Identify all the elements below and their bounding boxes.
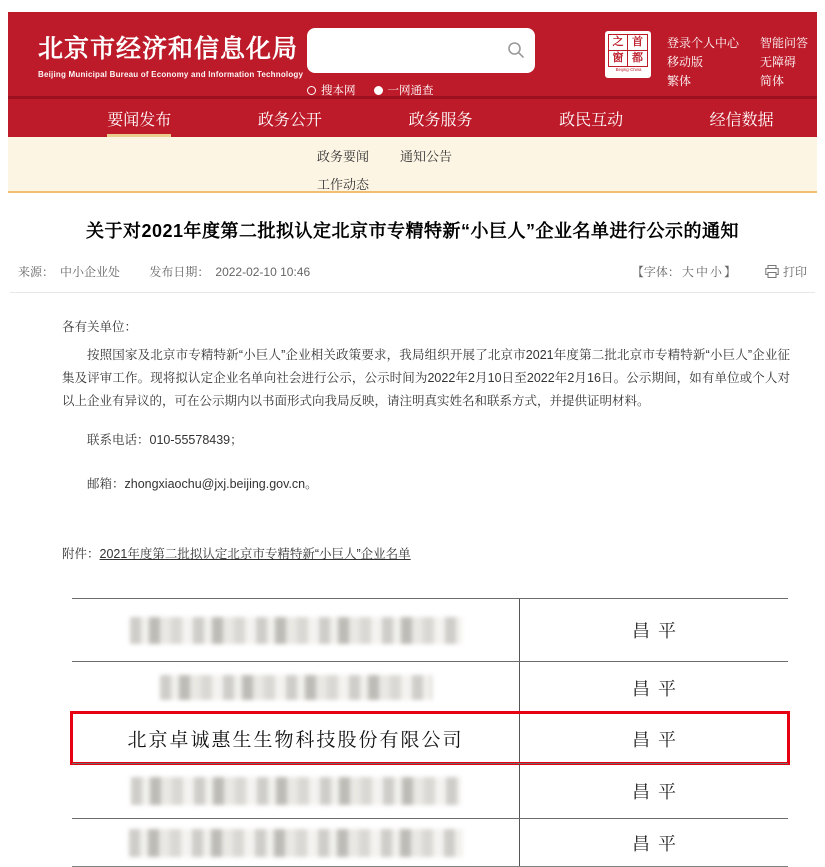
site-subtitle: Beijing Municipal Bureau of Economy and Information Technology — [38, 70, 304, 79]
meta-divider — [10, 292, 815, 293]
publish-date-label: 发布日期： — [149, 265, 210, 279]
article-meta-left — [18, 263, 316, 280]
font-size-large[interactable]: 大 — [681, 265, 694, 279]
main-paragraph: 按照国家及北京市专精特新“小巨人”企业相关政策要求，我局组织开展了北京市2021年度第二批北京市专精特新“小巨人”企业征集及评审工作。现将拟认定企业名单向社会进行公示，公示时间为2022年2月10日至2022年2月16日。公示期间，如有单位或个人对以上企业有异议的，可在公示期内以书面形式向我局反映，请注明真实姓名和联系方式，并提供证明材料。 — [62, 348, 790, 408]
main-nav — [8, 96, 817, 137]
censored-company-name — [131, 777, 461, 805]
contact-email: 邮箱：zhongxiaochu@jxj.beijing.gov.cn。 — [87, 477, 318, 491]
subnav-item-notices[interactable]: 通知公告 — [400, 149, 453, 164]
site-header — [8, 12, 817, 96]
company-cell — [72, 662, 520, 713]
logo-char: 窗 — [609, 51, 628, 66]
logo-caption: Beijing·China — [615, 68, 642, 73]
subnav-item-gov-news[interactable]: 政务要闻 — [317, 149, 370, 164]
company-cell — [72, 599, 520, 661]
table-row — [72, 763, 788, 818]
source-value: 中小企业处 — [60, 265, 121, 279]
capital-window-logo[interactable] — [605, 31, 651, 78]
search-scope-options — [307, 82, 535, 98]
attachment-link[interactable]: 2021年度第二批拟认定北京市专精特新“小巨人”企业名单 — [99, 547, 411, 561]
nav-item-label: 政民互动 — [559, 111, 624, 129]
print-label: 打印 — [782, 265, 807, 279]
sub-nav — [8, 137, 817, 193]
article-meta-row — [18, 263, 807, 280]
logo-char: 之 — [609, 35, 628, 51]
link-mobile-version[interactable]: 移动版 — [667, 55, 704, 69]
nav-item-gov-disclosure[interactable] — [215, 99, 366, 137]
censored-company-name — [160, 675, 432, 700]
capital-window-logo-grid — [608, 34, 648, 67]
censored-company-name — [130, 617, 462, 644]
salutation: 各有关单位： — [62, 320, 138, 334]
article-body — [0, 317, 825, 562]
attachment-line — [62, 544, 790, 562]
table-row — [72, 598, 788, 661]
nav-item-label: 政务服务 — [408, 111, 473, 129]
logo-char: 首 — [628, 35, 647, 51]
district-cell: 昌平 — [631, 833, 685, 854]
company-name: 北京卓诚惠生生物科技股份有限公司 — [127, 730, 464, 751]
link-traditional-chinese[interactable]: 繁体 — [667, 74, 692, 88]
district-cell: 昌平 — [631, 782, 685, 802]
table-row — [72, 661, 788, 713]
radio-selected-icon — [374, 86, 383, 95]
search-input[interactable] — [307, 28, 535, 73]
table-row — [72, 818, 788, 866]
subnav-item-work-updates[interactable]: 工作动态 — [317, 177, 370, 192]
nav-item-economy-data[interactable] — [666, 99, 817, 137]
article-title: 关于对2021年度第二批拟认定北京市专精特新“小巨人”企业名单进行公示的通知 — [85, 221, 740, 241]
radio-unselected-icon — [307, 86, 316, 95]
search-icon[interactable] — [507, 41, 525, 59]
quick-links-column-1 — [667, 34, 739, 91]
link-smart-qa[interactable]: 智能问答 — [760, 36, 809, 50]
font-size-widget — [631, 263, 737, 280]
search-box — [307, 28, 535, 73]
scope-option-network[interactable] — [374, 82, 434, 98]
font-widget-close: 】 — [723, 265, 736, 279]
font-size-small[interactable]: 小 — [709, 265, 722, 279]
district-cell: 昌平 — [631, 729, 685, 750]
company-cell — [72, 764, 520, 818]
censored-company-name — [129, 829, 463, 857]
font-widget-open: 【字体： — [631, 265, 680, 279]
district-cell: 昌平 — [631, 621, 685, 641]
contact-phone: 联系电话：010-55578439； — [87, 433, 243, 447]
printer-icon — [765, 265, 779, 278]
nav-item-gov-services[interactable] — [365, 99, 516, 137]
publish-date-value: 2022-02-10 10:46 — [215, 265, 311, 279]
company-table — [72, 598, 788, 867]
site-title: 北京市经济和信息化局 — [38, 35, 299, 63]
table-row-highlighted — [72, 713, 788, 763]
link-simplified-chinese[interactable]: 简体 — [760, 74, 785, 88]
source-label: 来源： — [18, 265, 55, 279]
nav-item-news-release[interactable] — [64, 99, 215, 137]
scope-option-label: 搜本网 — [321, 85, 356, 97]
company-cell — [72, 819, 520, 866]
quick-links-column-2 — [760, 34, 808, 91]
nav-item-public-interaction[interactable] — [516, 99, 667, 137]
company-cell — [72, 714, 520, 763]
nav-item-label: 政务公开 — [257, 111, 322, 129]
logo-char: 都 — [632, 52, 643, 64]
nav-item-label: 经信数据 — [709, 111, 774, 129]
site-brand[interactable] — [38, 29, 303, 79]
scope-option-label: 一网通查 — [387, 85, 434, 97]
print-button[interactable] — [765, 263, 807, 280]
link-accessibility[interactable]: 无障碍 — [760, 55, 797, 69]
link-login-personal-center[interactable]: 登录个人中心 — [667, 36, 740, 50]
attachment-label: 附件： — [62, 547, 100, 561]
font-size-medium[interactable]: 中 — [695, 265, 708, 279]
nav-item-label: 要闻发布 — [107, 111, 172, 129]
district-cell: 昌平 — [631, 678, 685, 699]
scope-option-site[interactable] — [307, 82, 356, 98]
